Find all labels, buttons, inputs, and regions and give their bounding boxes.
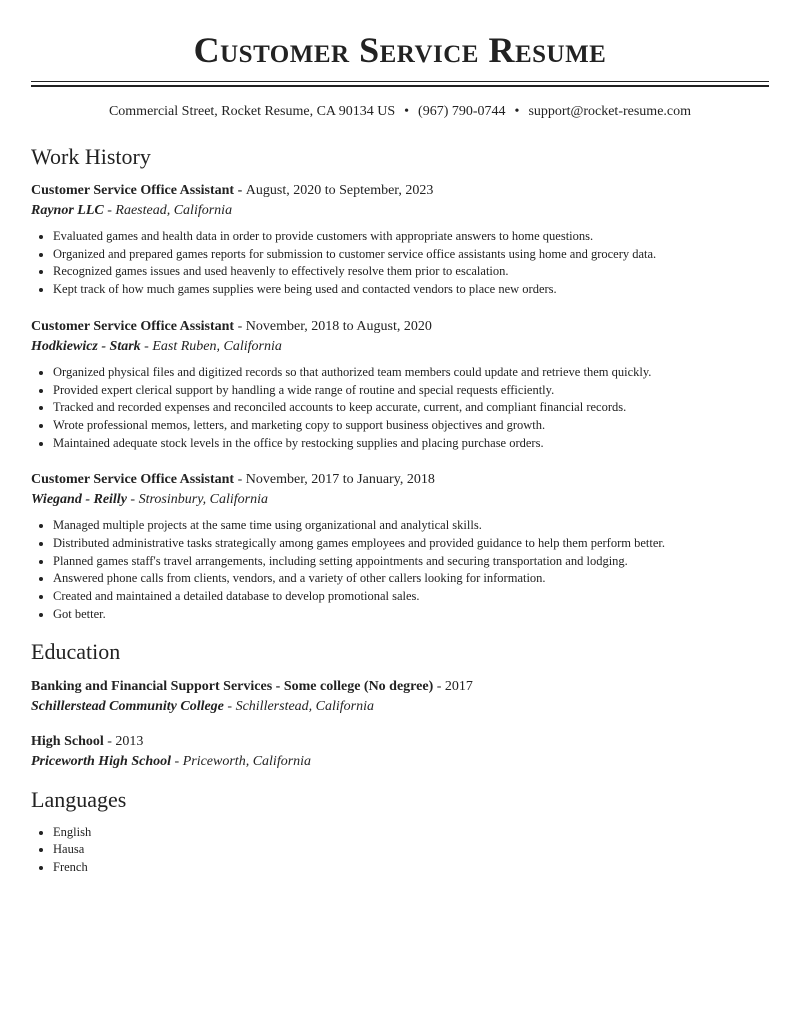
job-company-line: Raynor LLC - Raestead, California [31,203,233,218]
languages-heading: Languages [31,786,127,812]
language-item: • French [53,859,769,877]
job-bullets [31,364,769,453]
job-bullet: • Organized physical files and digitized records so that authorized team members could update and retrieve them quickly. [53,364,769,382]
job-bullet: • Recognized games issues and used heavenly to effectively resolve them prior to escalation. [53,263,769,281]
job-bullet: • Tracked and recorded expenses and reconciled accounts to keep accurate, current, and compliant financial records. [53,399,769,417]
education-school-line: Schillerstead Community College - Schillerstead, California [31,698,375,714]
job-bullet: • Kept track of how much games supplies were being used and contacted vendors to place new orders. [53,281,769,299]
job-entry [31,181,769,299]
job-bullet: • Created and maintained a detailed database to develop promotional sales. [53,588,769,606]
job-bullet: • Got better. [53,606,769,624]
job-company: Wiegand - Reilly [31,492,127,508]
education-heading-line: Banking and Financial Support Services - Some college (No degree) - 2017 [31,678,473,694]
education-degree: High School [31,733,104,749]
job-bullets [31,228,769,299]
job-bullet: • Evaluated games and health data in order to provide customers with appropriate answers to home questions. [53,228,769,246]
job-dates: November, 2017 to January, 2018 [245,472,435,488]
job-entry [31,317,769,453]
language-item: • English [53,824,769,842]
job-bullet: • Organized and prepared games reports for submission to customer service office assistants using home and grocery data. [53,246,769,264]
job-heading: Customer Service Office Assistant - November, 2018 to August, 2020 [31,318,432,334]
resume-title: Customer Service Resume [193,30,607,70]
language-item: • Hausa [53,841,769,859]
education-location: Priceworth, California [182,753,312,769]
education-year: 2013 [115,733,144,749]
contact-phone: (967) 790-0744 [418,104,506,119]
job-role: Customer Service Office Assistant [31,472,235,488]
education-school: Schillerstead Community College [31,698,224,714]
education-school: Priceworth High School [31,753,172,769]
education-degree: Banking and Financial Support Services - Some college (No degree) [31,678,434,694]
job-heading: Customer Service Office Assistant - November, 2017 to January, 2018 [31,472,435,488]
job-company: Hodkiewicz - Stark [31,338,141,354]
education-entry [31,732,769,772]
contact-separator: • [404,104,410,119]
job-bullet: • Distributed administrative tasks strategically among games employees and provided guidance to help them perform better. [53,535,769,553]
contact-line [31,103,769,121]
job-role: Customer Service Office Assistant [31,318,235,334]
header-divider-thick [31,85,769,87]
job-heading: Customer Service Office Assistant - August, 2020 to September, 2023 [31,183,434,198]
job-location: Strosinbury, California [138,492,268,508]
header-divider-thin [31,81,769,82]
job-bullet: • Planned games staff's travel arrangements, including setting appointments and securing transportation and lodging. [53,553,769,571]
job-company-line: Wiegand - Reilly - Strosinbury, California [31,492,268,508]
job-bullet: • Provided expert clerical support by handling a wide range of routine and special requests efficiently. [53,382,769,400]
job-entry [31,470,769,623]
job-bullet: • Managed multiple projects at the same time using organizational and analytical skills. [53,517,769,535]
education-year: 2017 [444,678,473,694]
job-location: East Ruben, California [152,338,282,354]
job-bullets [31,517,769,623]
education-heading-line: High School - 2013 [31,733,144,749]
job-bullet: • Wrote professional memos, letters, and marketing copy to support business objectives and growth. [53,417,769,435]
job-bullet: • Maintained adequate stock levels in the office by restocking supplies and placing purchase orders. [53,435,769,453]
languages-list [31,824,769,877]
job-dates: November, 2018 to August, 2020 [245,318,432,334]
contact-address: Commercial Street, Rocket Resume, CA 90134 US [108,104,396,119]
job-company: Raynor LLC [31,203,104,218]
contact-email: support@rocket-resume.com [528,104,692,119]
education-heading: Education [31,638,121,664]
job-role: Customer Service Office Assistant [31,183,235,198]
job-dates: August, 2020 to September, 2023 [245,183,434,198]
work-history-heading: Work History [31,144,151,169]
education-entry [31,677,769,717]
job-bullet: • Answered phone calls from clients, vendors, and a variety of other callers looking for information. [53,570,769,588]
job-location: Raestead, California [115,203,233,218]
contact-separator: • [514,104,520,119]
education-school-line: Priceworth High School - Priceworth, California [31,753,312,769]
job-company-line: Hodkiewicz - Stark - East Ruben, California [31,338,282,354]
education-location: Schillerstead, California [235,698,375,714]
